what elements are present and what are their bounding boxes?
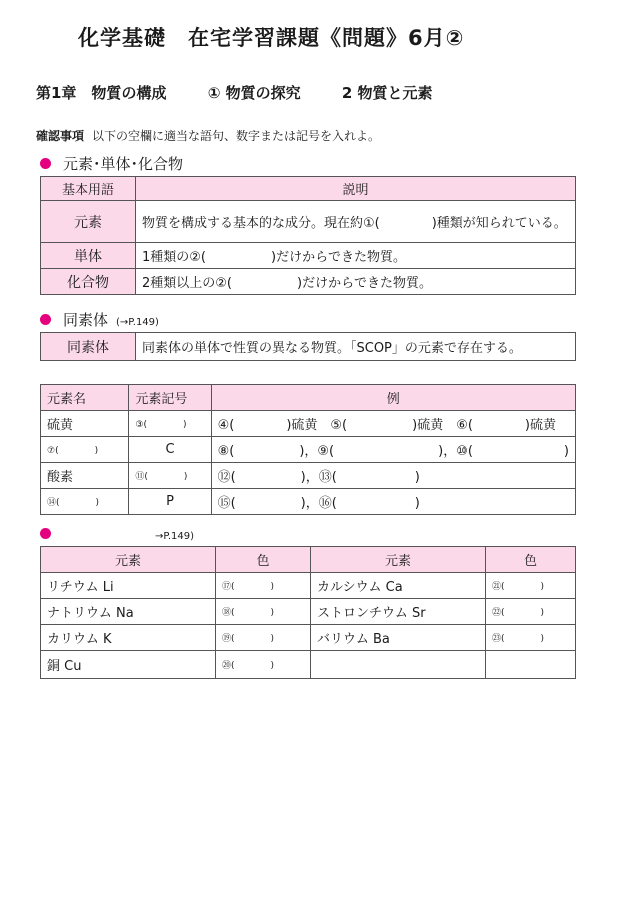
- table-row: [41, 201, 576, 243]
- table-header-row: [41, 547, 576, 573]
- table-row: [41, 243, 576, 269]
- color-cell: [486, 651, 576, 679]
- element-name-cell: ⑦( ): [41, 437, 129, 463]
- color-cell: ⑲( ): [216, 625, 311, 651]
- table-header-row: [41, 177, 576, 201]
- chapter-heading: [36, 82, 469, 103]
- element-symbol-cell: ⑪( ): [129, 463, 211, 489]
- table-row: [41, 411, 576, 437]
- page-title: 化学基礎 在宅学習課題《問題》6月②: [78, 26, 465, 50]
- header-element-2: 元素: [311, 547, 486, 573]
- term-cell: 単体: [41, 243, 136, 269]
- element-cell: カリウム K: [41, 625, 216, 651]
- header-element-name: 元素名: [41, 385, 129, 411]
- color-cell: ⑰( ): [216, 573, 311, 599]
- element-symbol-cell: ③( ): [129, 411, 211, 437]
- allotrope-desc: 同素体の単体で性質の異なる物質。「SCOP」の元素で存在する。: [136, 333, 576, 361]
- header-element-symbol: 元素記号: [129, 385, 211, 411]
- element-symbol-cell: P: [129, 489, 211, 515]
- table-row: [41, 651, 576, 679]
- element-cell: リチウム Li: [41, 573, 216, 599]
- table-row: [41, 489, 576, 515]
- color-cell: ⑳( ): [216, 651, 311, 679]
- header-element-1: 元素: [41, 547, 216, 573]
- table-row: [41, 437, 576, 463]
- table-header-row: [41, 385, 576, 411]
- section2-ref: (→P.149): [116, 317, 159, 328]
- color-cell: ⑱( ): [216, 599, 311, 625]
- chapter-part2: 2 物質と元素: [341, 84, 433, 102]
- element-cell: ストロンチウム Sr: [311, 599, 486, 625]
- color-cell: ㉑( ): [486, 573, 576, 599]
- table-row: [41, 333, 576, 361]
- element-name-cell: 酸素: [41, 463, 129, 489]
- element-cell: バリウム Ba: [311, 625, 486, 651]
- bullet-icon: [40, 528, 51, 539]
- allotrope-table: [40, 332, 576, 361]
- bullet-icon: [40, 158, 51, 169]
- flame-color-table: [40, 546, 576, 679]
- table-row: [41, 599, 576, 625]
- chapter-part1: ① 物質の探究: [207, 84, 301, 102]
- header-example: 例: [211, 385, 575, 411]
- instruction-label: 確認事項: [36, 129, 85, 143]
- basic-terms-table: [40, 176, 576, 295]
- element-cell: 銅 Cu: [41, 651, 216, 679]
- term-cell: 元素: [41, 201, 136, 243]
- instruction: [36, 127, 380, 144]
- element-cell: ナトリウム Na: [41, 599, 216, 625]
- table-row: [41, 625, 576, 651]
- allotrope-term: 同素体: [41, 333, 136, 361]
- section2-heading-text: 同素体: [63, 311, 109, 329]
- element-allotrope-table: [40, 384, 576, 515]
- element-cell: [311, 651, 486, 679]
- table-row: [41, 573, 576, 599]
- section1-heading: [40, 153, 183, 174]
- section2-heading: [40, 309, 159, 330]
- desc-cell: 物質を構成する基本的な成分。現在約①( )種類が知られている。: [136, 201, 576, 243]
- color-cell: ㉒( ): [486, 599, 576, 625]
- example-cell: ④( )硫黄 ⑤( )硫黄 ⑥( )硫黄: [211, 411, 575, 437]
- example-cell: ⑫( )，⑬( ): [211, 463, 575, 489]
- table-row: [41, 463, 576, 489]
- desc-cell: 2種類以上の②( )だけからできた物質。: [136, 269, 576, 295]
- example-cell: ⑧( )，⑨( )，⑩( ): [211, 437, 575, 463]
- section4-ref: →P.149): [155, 531, 195, 542]
- section1-heading-text: 元素･単体･化合物: [63, 155, 184, 173]
- bullet-icon: [40, 314, 51, 325]
- element-name-cell: 硫黄: [41, 411, 129, 437]
- header-desc: 説明: [136, 177, 576, 201]
- element-name-cell: ⑭( ): [41, 489, 129, 515]
- header-term: 基本用語: [41, 177, 136, 201]
- table-row: [41, 269, 576, 295]
- desc-cell: 1種類の②( )だけからできた物質。: [136, 243, 576, 269]
- header-color-2: 色: [486, 547, 576, 573]
- element-cell: カルシウム Ca: [311, 573, 486, 599]
- color-cell: ㉓( ): [486, 625, 576, 651]
- element-symbol-cell: C: [129, 437, 211, 463]
- section4-heading: [40, 525, 194, 543]
- term-cell: 化合物: [41, 269, 136, 295]
- header-color-1: 色: [216, 547, 311, 573]
- chapter-label: 第1章 物質の構成: [36, 84, 167, 102]
- instruction-text: 以下の空欄に適当な語句、数字または記号を入れよ。: [92, 129, 381, 143]
- example-cell: ⑮( )，⑯( ): [211, 489, 575, 515]
